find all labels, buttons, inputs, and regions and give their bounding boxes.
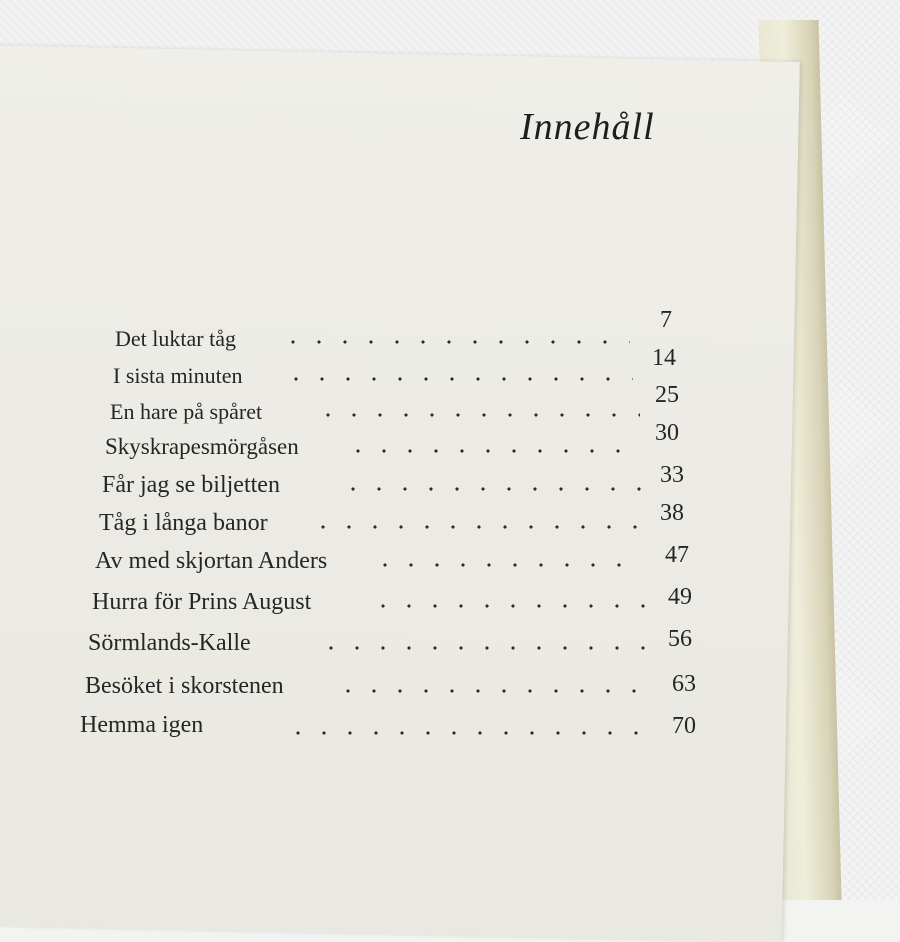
toc-leader-dots	[315, 413, 640, 417]
toc-entry-title: Besöket i skorstenen	[85, 673, 284, 699]
toc-entry-page: 63	[672, 671, 696, 697]
toc-heading: Innehåll	[520, 106, 655, 148]
toc-leader-dots	[370, 604, 645, 608]
toc-entry-page: 70	[672, 713, 696, 739]
toc-entry-page: 14	[652, 345, 676, 371]
toc-leader-dots	[283, 377, 633, 381]
toc-entry-title: Sörmlands-Kalle	[88, 630, 251, 656]
toc-entry-title: Får jag se biljetten	[102, 472, 280, 498]
toc-entry-title: En hare på spåret	[110, 399, 263, 424]
toc-entry-page: 49	[668, 584, 692, 610]
toc-entry-page: 56	[668, 626, 692, 652]
toc-entry-title: Tåg i långa banor	[99, 510, 268, 536]
toc-entry-title: Skyskrapesmörgåsen	[105, 434, 299, 459]
toc-entry-page: 7	[660, 307, 672, 333]
toc-leader-dots	[285, 731, 650, 735]
toc-entry-page: 33	[660, 462, 684, 488]
toc-leader-dots	[280, 340, 630, 344]
toc-entry-title: Det luktar tåg	[115, 326, 236, 351]
toc-leader-dots	[310, 525, 640, 529]
toc-entry-title: Hemma igen	[80, 712, 204, 738]
toc-leader-dots	[318, 646, 648, 650]
toc-entry-page: 47	[665, 542, 689, 568]
toc-entry-page: 30	[655, 420, 679, 446]
toc-leader-dots	[345, 449, 640, 453]
toc-entry-title: Av med skjortan Anders	[95, 548, 328, 574]
toc-entry-page: 38	[660, 500, 684, 526]
toc-leader-dots	[340, 487, 645, 491]
toc-leader-dots	[335, 689, 650, 693]
toc-entry-title: I sista minuten	[113, 363, 243, 388]
toc-entry-page: 25	[655, 382, 679, 408]
toc-leader-dots	[372, 563, 642, 567]
toc-entry-title: Hurra för Prins August	[92, 589, 312, 615]
